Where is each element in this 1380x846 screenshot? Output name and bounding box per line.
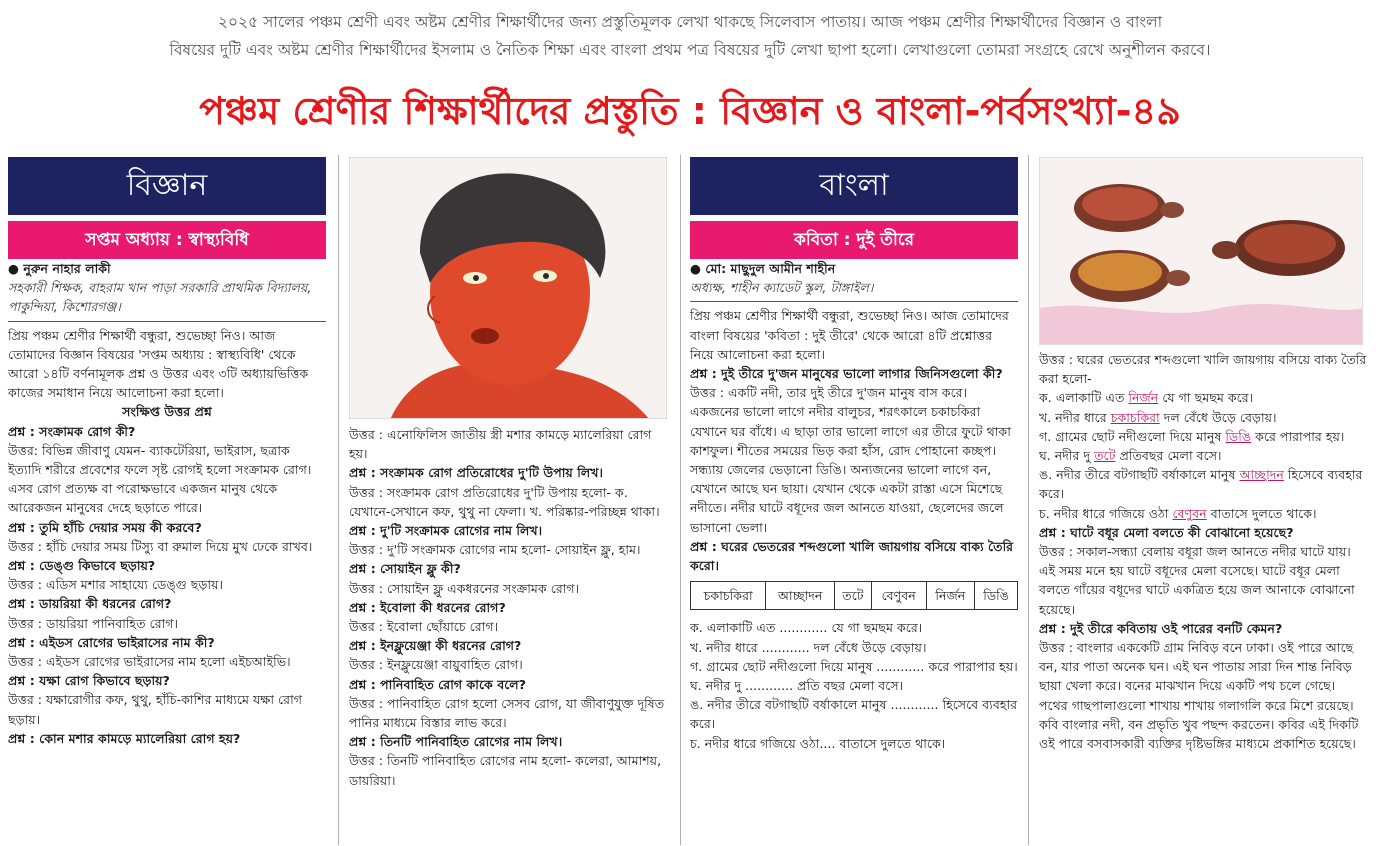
answer: উত্তর : তিনটি পানিবাহিত রোগের নাম হলো- কলেরা, আমাশয়, ডায়রিয়া। (349, 753, 662, 788)
filled-word: তটে (1094, 448, 1116, 464)
bangla-intro: প্রিয় পঞ্চম শ্রেণীর শিক্ষার্থী বন্ধুরা, শুভেচ্ছা নিও। আজ তোমাদের বাংলা বিষয়ের 'কবিতা : দুই তীরে' থেকে আরো ৪টি প্রশ্নোত্তর নিয়ে আলোচনা করা হলো। (690, 308, 1009, 362)
sentence-end: করে পারাপার হয়। (1251, 428, 1345, 444)
blank-sentence: ঙ. নদীর তীরে বটগাছটি বর্ষাকালে মানুষ ............ হিসেবে ব্যবহার করে। (690, 697, 1018, 732)
intro-line-1: ২০২৫ সালের পঞ্চম শ্রেণী এবং অষ্টম শ্রেণীর শিক্ষার্থীদের জন্য প্রস্তুতিমূলক লেখা থাকছে সিলেবাস পাতায়। আজ পঞ্চম শ্রেণীর শিক্ষার্থীদের বিজ্ঞান ও বাংলা (217, 13, 1163, 31)
question: প্রশ্ন : ইবোলা কী ধরনের রোগ? (349, 599, 506, 615)
answer: উত্তর : পানিবাহিত রোগ হলো সেসব রোগ, যা জীবাণুযুক্ত দূষিত পানির মাধ্যমে বিস্তার লাভ করে। (349, 695, 665, 731)
bangla-column (690, 157, 1018, 753)
question: প্রশ্ন : তুমি হাঁচি দেয়ার সময় কী করবে? (8, 519, 202, 535)
sentence-start: চ. নদীর ধারে গজিয়ে ওঠা (1039, 505, 1173, 521)
bangla-designation: অধ্যক্ষ, শাহীন ক্যাডেট স্কুল, টাঙ্গাইল। (690, 280, 874, 296)
divider (690, 301, 1018, 302)
word-cell: তটে (835, 582, 872, 610)
question: প্রশ্ন : যক্ষা রোগ কিভাবে ছড়ায়? (8, 673, 170, 689)
word-cell: বেণুবন (871, 582, 926, 610)
question: প্রশ্ন : ডেঙ্গু কিভাবে ছড়ায়? (8, 558, 156, 574)
sentence-end: যে গা ছমছম করে। (1158, 390, 1254, 406)
page-headline: পঞ্চম শ্রেণীর শিক্ষার্থীদের প্রস্তুতি : বিজ্ঞান ও বাংলা-পর্বসংখ্যা-৪৯ (199, 89, 1181, 133)
science-author: ● নুরুন নাহার লাকী (8, 261, 111, 276)
filled-word: ডিঙি (1225, 428, 1252, 444)
question: প্রশ্ন : পানিবাহিত রোগ কাকে বলে? (349, 676, 526, 692)
question: প্রশ্ন : কোন মশার কামড়ে ম্যালেরিয়া রোগ হয়? (8, 730, 241, 746)
question: প্রশ্ন : সোয়াইন ফ্লু কী? (349, 561, 461, 577)
column-divider (680, 155, 681, 845)
bangla-subject-box: বাংলা (690, 157, 1018, 215)
filled-word: চকাচকিরা (1110, 409, 1160, 425)
boy-illustration (349, 157, 667, 419)
sentence-end: বাতাসে দুলতে থাকে। (1206, 505, 1317, 521)
filled-sentence (1039, 427, 1367, 446)
bangla-answer-1: উত্তর : একটি নদী, তার দুই তীরে দু'জন মানুষ বাস করে। একজনের ভালো লাগে নদীর বালুচর, শরৎকালে চকাচকিরা যেখানে ঘর বাঁধে। এ ছাড়া তার ভালো লাগে এর তীরে ফুটে থাকা কাশফুল। শীতের সময়ের ভিড় করা হাঁস, রোদ পোহানো কচ্ছপ। সন্ধ্যায় জেলের ভেড়ানো ডিঙি। অন্যজনের ভালো লাগে বন, যেখানে আছে ঘন ছায়া। যেখান থেকে একটা রাস্তা এসে মিশেছে নদীতে। নদীর ঘাটে বধূদের জল আনতে যাওয়া, ছেলেদের জলে ভাসানো ভেলা। (690, 385, 1011, 535)
bangla-answer-3: উত্তর : সকাল-সন্ধ্যা বেলায় বধূরা জল আনতে নদীর ঘাটে যায়। এই সময় মনে হয় ঘাটে বধূদের মেলা বসেছে। ঘাটে বধূর মেলা বলতে গাঁয়ের বধূদের ঘাটে একত্রিত হয়ে জল আনাকে বোঝানো হয়েছে। (1039, 544, 1355, 617)
question: প্রশ্ন : ডায়রিয়া কী ধরনের রোগ? (8, 596, 172, 612)
answer: উত্তর : এনোফিলিস জাতীয় স্ত্রী মশার কামড়ে ম্যালেরিয়া রোগ হয়। (349, 427, 652, 462)
sentence-start: খ. নদীর ধারে (1039, 409, 1111, 425)
answer: উত্তর: বিভিন্ন জীবাণু যেমন- ব্যাকটেরিয়া, ভাইরাস, ছত্রাক ইত্যাদি শরীরে প্রবেশের ফলে সৃষ্ট রোগই হলো সংক্রামক রোগ। এসব রোগ প্রত্যক্ষ বা পরোক্ষভাবে একজন মানুষ থেকে আরেকজন মানুষের দেহে ছড়াতে পারে। (8, 442, 312, 516)
short-answer-heading: সংক্ষিপ্ত উত্তর প্রশ্ন (122, 404, 212, 420)
answer: উত্তর : এইডস রোগের ভাইরাসের নাম হলো এইচআইভি। (8, 654, 291, 670)
answer: উত্তর : হাঁচি দেয়ার সময় টিস্যু বা রুমাল দিয়ে মুখ ঢেকে রাখব। (8, 538, 313, 554)
sentence-start: ঙ. নদীর তীরে বটগাছটি বর্ষাকালে মানুষ (1039, 467, 1240, 483)
word-cell: আচ্ছাদন (766, 582, 835, 610)
science-chapter-box: সপ্তম অধ্যায় : স্বাস্থ্যবিধি (8, 221, 326, 259)
sentence-end: হিসেবে ব্যবহার করে। (1039, 467, 1363, 502)
intro-line-2: বিষয়ের দুটি এবং অষ্টম শ্রেণীর শিক্ষার্থীদের ইসলাম ও নৈতিক শিক্ষা এবং বাংলা প্রথম পত্র বিষয়ের দুটি লেখা ছাপা হলো। লেখাগুলো তোমরা সংগ্রহে রেখে অনুশীলন করবে। (169, 41, 1211, 59)
boy-image (350, 158, 667, 419)
answer: উত্তর : দু'টি সংক্রামক রোগের নাম হলো- সোয়াইন ফ্লু, হাম। (349, 542, 641, 558)
word-cell: ডিঙি (975, 582, 1018, 610)
blank-sentence: চ. নদীর ধারে গজিয়ে ওঠা.... বাতাসে দুলতে থাকে। (690, 735, 946, 751)
science-designation: সহকারী শিক্ষক, বাহরাম খান পাড়া সরকারি প্রাথমিক বিদ্যালয়, পাকুন্দিয়া, কিশোরগঞ্জ। (8, 280, 312, 315)
science-intro: প্রিয় পঞ্চম শ্রেণীর শিক্ষার্থী বন্ধুরা, শুভেচ্ছা নিও। আজ তোমাদের বিজ্ঞান বিষয়ের 'সপ্তম অধ্যায় : স্বাস্থ্যবিধি' থেকে আরো ১৪টি বর্ণনামূলক প্রশ্ন ও উত্তর এবং ৩টি অধ্যায়ভিত্তিক কাজের সমাধান নিয়ে আলোচনা করা হলো। (8, 327, 309, 401)
bangla-column-2 (1039, 350, 1367, 753)
question: প্রশ্ন : তিনটি পানিবাহিত রোগের নাম লিখ। (349, 734, 563, 750)
question: প্রশ্ন : এইডস রোগের ভাইরাসের নাম কী? (8, 634, 215, 650)
answer: উত্তর : ডায়রিয়া পানিবাহিত রোগ। (8, 615, 179, 631)
word-cell: নির্জন (926, 582, 975, 610)
filled-sentence (1039, 504, 1367, 523)
filled-answer-list (1039, 388, 1367, 522)
sentence-end: প্রতিবছর মেলা বসে। (1115, 448, 1222, 464)
blank-sentence: ক. এলাকাটি এত ............ যে গা ছমছম করে। (690, 620, 923, 636)
blank-sentence: গ. গ্রামের ছোট নদীগুলো দিয়ে মানুষ ............ করে পারাপার হয়। (690, 658, 1018, 674)
bangla-question-4: প্রশ্ন : দুই তীরে কবিতায় ওই পারের বনটি কেমন? (1039, 620, 1283, 636)
turtles-illustration (1039, 157, 1363, 345)
science-column-2 (349, 425, 669, 790)
science-qa-list (8, 422, 326, 748)
science-qa-list-2 (349, 425, 669, 790)
bangla-poem-box: কবিতা : দুই তীরে (690, 221, 1018, 259)
bangla-author: ● মো: মাছুদুল আমীন শাহীন (690, 261, 836, 276)
science-subject-box: বিজ্ঞান (8, 157, 326, 215)
answer: উত্তর : ইবোলা ছোঁয়াচে রোগ। (349, 619, 499, 635)
filled-sentence (1039, 465, 1367, 503)
divider (8, 321, 326, 322)
answer: উত্তর : ইনফ্লুয়েঞ্জা বায়ুবাহিত রোগ। (349, 657, 523, 673)
sentence-start: গ. গ্রামের ছোট নদীগুলো দিয়ে মানুষ (1039, 428, 1226, 444)
question: প্রশ্ন : ইনফ্লুয়েঞ্জা কী ধরনের রোগ? (349, 638, 522, 654)
word-cell: চকাচকিরা (691, 582, 766, 610)
filled-sentence (1039, 446, 1367, 465)
answer: উত্তর : সোয়াইন ফ্লু একধরনের সংক্রামক রোগ। (349, 580, 580, 596)
column-divider (338, 155, 339, 845)
answer: উত্তর : এডিস মশার সাহায্যে ডেঙ্গু ছড়ায়। (8, 577, 223, 593)
filled-sentence (1039, 408, 1367, 427)
question: প্রশ্ন : সংক্রামক রোগ প্রতিরোধের দু'টি উপায় লিখ। (349, 465, 603, 481)
turtles-image (1040, 158, 1363, 345)
question: প্রশ্ন : সংক্রামক রোগ কী? (8, 423, 136, 439)
answer-label: উত্তর : ঘরের ভেতরের শব্দগুলো খালি জায়গায় বসিয়ে বাক্য তৈরি করা হলো- (1039, 352, 1367, 387)
column-divider (1028, 155, 1029, 845)
bangla-question-1: প্রশ্ন : দুই তীরে দু'জন মানুষের ভালো লাগার জিনিসগুলো কী? (690, 366, 1003, 382)
intro-text (14, 8, 1366, 64)
filled-word: বেণুবন (1172, 505, 1207, 521)
answer: উত্তর : যক্ষারোগীর কফ, থুথু, হাঁচি-কাশির মাধ্যমে যক্ষা রোগ ছড়ায়। (8, 692, 302, 727)
filled-sentence (1039, 388, 1367, 407)
science-column (8, 157, 326, 748)
blank-sentence: খ. নদীর ধারে ............ দল বেঁধে উড়ে বেড়ায়। (690, 639, 927, 655)
bangla-answer-4: উত্তর : বাংলার এককেটি গ্রাম নিবিড় বনে ঢাকা। ওই পারে আছে বন, যার পাতা অনেক ঘন। এই ঘন পাতায় সারা দিন শান্ত নিবিড় ছায়া খেলা করে। বনের মাঝখান দিয়ে একটি পথ চলে গেছে। পথের গাছপালাগুলো শাখায় শাখায় গলাগলি করে মিশে রয়েছে। কবি বাংলার নদী, বন প্রভৃতি খুব পছন্দ করতেন। কবির এই দিকটি ওই পারে বসবাসকারী ব্যক্তির দৃষ্টিভঙ্গির মাধ্যমে প্রকাশিত হয়েছে। (1039, 640, 1359, 752)
answer: উত্তর : সংক্রামক রোগ প্রতিরোধের দু'টি উপায় হলো- ক. যেখানে-সেখানে কফ, থুথু না ফেলা। খ. পরিষ্কার-পরিচ্ছন্ন থাকা। (349, 484, 660, 519)
bangla-question-2: প্রশ্ন : ঘরের ভেতরের শব্দগুলো খালি জায়গায় বসিয়ে বাক্য তৈরি করো। (690, 538, 1014, 574)
question: প্রশ্ন : দু'টি সংক্রামক রোগের নাম লিখ। (349, 523, 543, 539)
blank-sentence: ঘ. নদীর দু ............ প্রতি বছর মেলা বসে। (690, 678, 904, 694)
bangla-question-3: প্রশ্ন : ঘাটে বধূর মেলা বলতে কী বোঝানো হয়েছে? (1039, 524, 1294, 540)
filled-word: নির্জন (1128, 390, 1159, 406)
filled-word: আচ্ছাদন (1239, 467, 1284, 483)
sentence-start: ক. এলাকাটি এত (1039, 390, 1129, 406)
sentence-start: ঘ. নদীর দু (1039, 448, 1095, 464)
word-box-table (690, 581, 1018, 610)
sentence-end: দল বেঁধে উড়ে বেড়ায়। (1159, 409, 1277, 425)
